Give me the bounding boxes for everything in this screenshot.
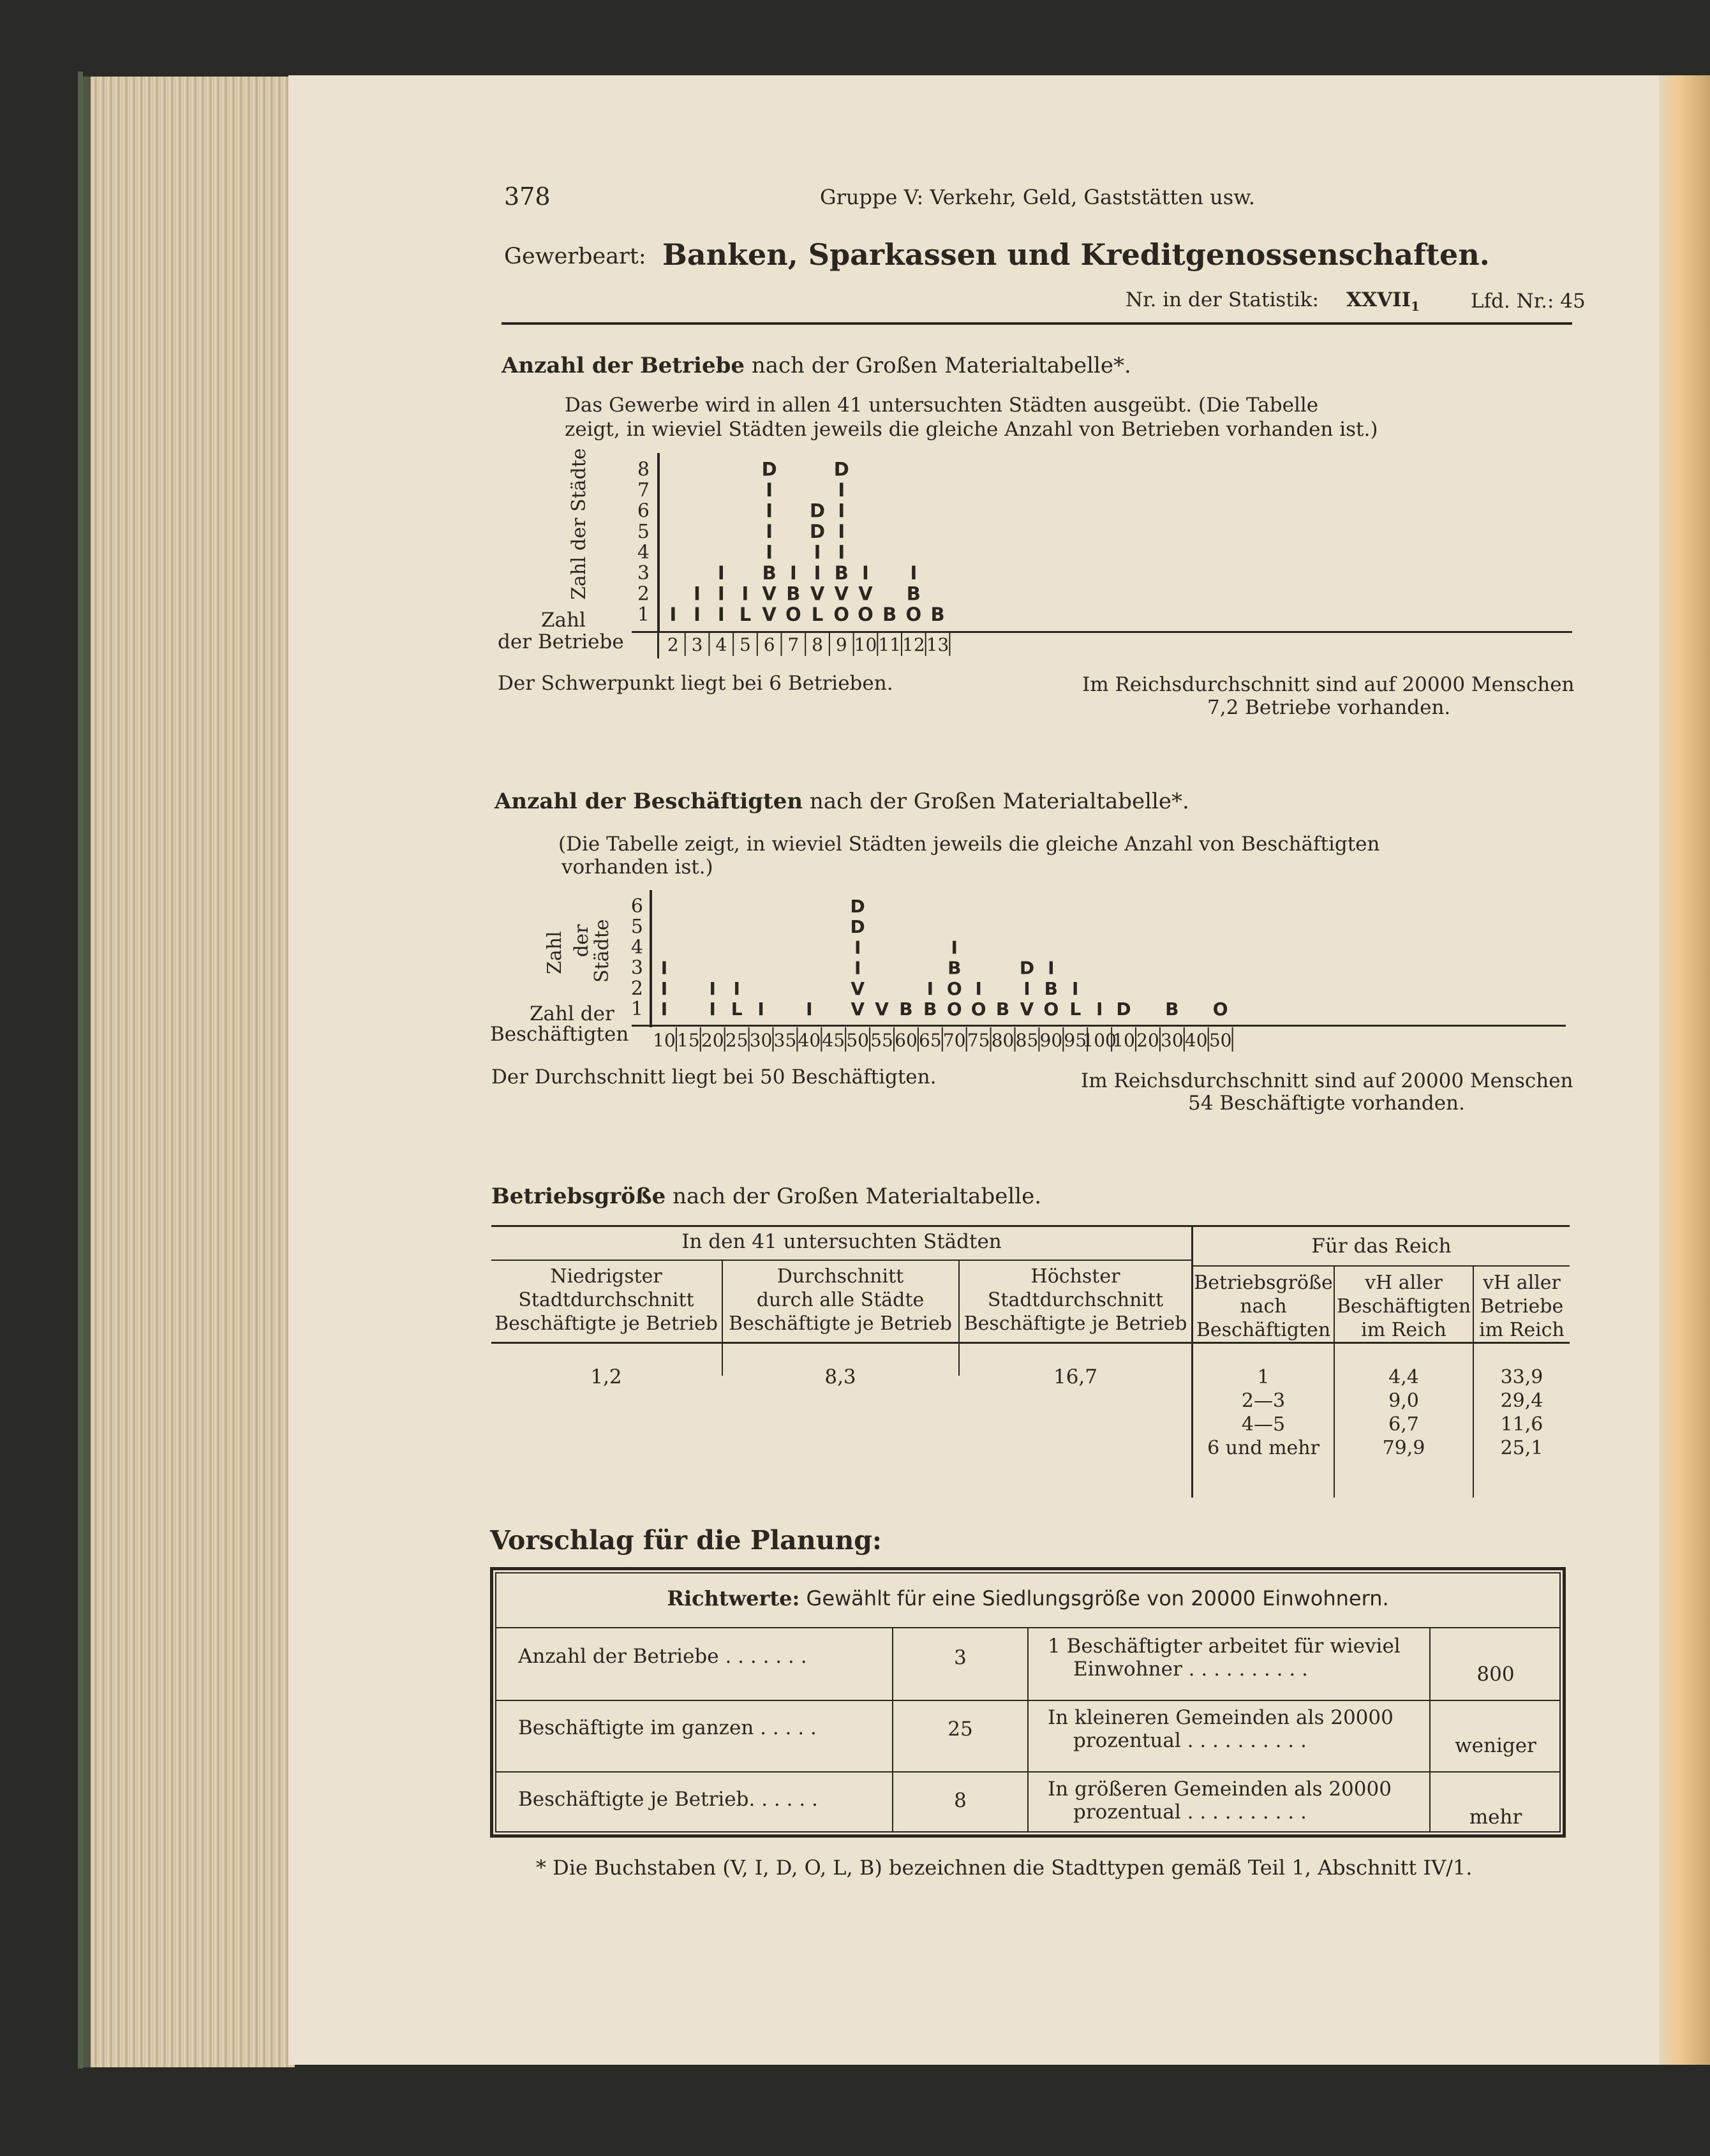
x-tick-label: 10 (653, 1030, 676, 1051)
x-tick-label: 75 (967, 1030, 990, 1051)
group-right-header: Für das Reich (1311, 1235, 1452, 1258)
running-title: Gruppe V: Verkehr, Geld, Gaststätten usw. (820, 185, 1255, 209)
letter-mark-D: D (850, 896, 865, 917)
col4-header: Betriebsgröße nach Beschäftigten (1194, 1272, 1333, 1341)
chart2-note-right-1: Im Reichsdurchschnitt sind auf 20000 Menschen (1081, 1069, 1573, 1092)
letter-mark-I: I (1072, 978, 1079, 999)
letter-mark-I: I (709, 978, 716, 999)
reich-size-column: 1 2—3 4—5 6 und mehr (1207, 1366, 1320, 1459)
richtwerte-label-2: Beschäftigte im ganzen . . . . . (518, 1716, 817, 1739)
x-tick-label: 85 (1015, 1030, 1039, 1051)
richtwerte-sep-2 (1027, 1628, 1029, 1833)
chart1-x-label-1: Zahl (541, 609, 586, 632)
chart1-y-axis-label: Zahl der Städte (568, 448, 590, 600)
richtwerte-desc-1: 1 Beschäftigter arbeitet für wieviel Einwohner . . . . . . . . . . (1048, 1635, 1401, 1681)
section1-title: Anzahl der Betriebe nach der Großen Materialtabelle*. (502, 353, 1131, 378)
x-tick-label: 100 (1082, 1030, 1117, 1051)
letter-mark-V: V (858, 583, 873, 605)
section4-title: Vorschlag für die Planung: (490, 1525, 882, 1556)
trade-label: Gewerbeart: (504, 244, 646, 269)
letter-mark-I: I (854, 937, 861, 958)
letter-mark-B: B (1044, 978, 1059, 999)
y-tick-label: 8 (637, 458, 650, 481)
richtwerte-desc-3: In größeren Gemeinden als 20000 prozentual . . . . . . . . . . (1048, 1778, 1392, 1824)
y-tick-label: 3 (630, 956, 643, 979)
letter-mark-V: V (875, 999, 889, 1020)
richtwerte-label-1: Anzahl der Betriebe . . . . . . . (518, 1645, 807, 1668)
letter-mark-O: O (1043, 999, 1059, 1020)
richtwerte-label-3: Beschäftigte je Betrieb. . . . . . (518, 1788, 818, 1811)
chart1-note-right-1: Im Reichsdurchschnitt sind auf 20000 Menschen (1082, 673, 1575, 696)
letter-mark-L: L (739, 604, 752, 625)
col5-header: vH aller Beschäftigten im Reich (1336, 1272, 1471, 1341)
section1-intro-2: zeigt, in wieviel Städten jeweils die gleiche Anzahl von Betrieben vorhanden ist.) (565, 418, 1378, 441)
letter-mark-O: O (1212, 999, 1228, 1020)
x-tick-label: 10 (854, 634, 877, 655)
y-tick-label: 4 (630, 936, 643, 959)
x-tick-label: 50 (846, 1030, 869, 1051)
letter-mark-D: D (1019, 957, 1035, 979)
letter-mark-I: I (660, 957, 668, 979)
letter-mark-I: I (854, 957, 861, 979)
x-tick-label: 15 (677, 1030, 700, 1051)
richtwerte-row-rule-2 (495, 1771, 1561, 1773)
letter-mark-L: L (731, 999, 743, 1020)
y-tick-label: 2 (637, 583, 650, 606)
chart2-y-axis-label-1: Zahl (544, 931, 566, 974)
trade-name: Banken, Sparkassen und Kreditgenossenschaften. (662, 237, 1490, 272)
x-tick-label: 60 (895, 1030, 918, 1051)
group-right-rule (1193, 1265, 1570, 1267)
richtwerte-value-1: 3 (954, 1646, 967, 1669)
letter-mark-B: B (995, 999, 1010, 1020)
y-tick-label: 5 (630, 916, 643, 939)
letter-mark-I: I (1048, 957, 1055, 979)
x-tick-label: 5 (740, 634, 751, 655)
letter-mark-B: B (882, 604, 897, 625)
letter-mark-O: O (946, 999, 962, 1020)
stat-value: $XXVII_1$ (1346, 288, 1420, 315)
x-tick-label: 3 (691, 634, 703, 655)
reich-besch-column: 4,4 9,0 6,7 79,9 (1382, 1366, 1425, 1459)
x-tick-label: 50 (1208, 1030, 1232, 1051)
richtwerte-heading: Richtwerte: Gewählt für eine Siedlungsgröße von 20000 Einwohnern. (667, 1586, 1389, 1610)
letter-mark-B: B (834, 562, 849, 584)
value-max: 16,7 (1053, 1365, 1098, 1388)
letter-mark-I: I (838, 541, 845, 563)
x-tick-label: 2 (667, 634, 679, 655)
x-tick-label: 20 (1136, 1030, 1159, 1051)
letter-mark-I: I (789, 562, 797, 584)
value-avg: 8,3 (824, 1365, 856, 1388)
letter-mark-O: O (833, 604, 850, 625)
x-tick-label: 12 (902, 634, 925, 655)
letter-mark-I: I (766, 479, 773, 501)
letter-mark-I: I (926, 978, 934, 999)
letter-mark-O: O (970, 999, 986, 1020)
x-tick-label: 30 (749, 1030, 773, 1051)
letter-mark-I: I (766, 500, 773, 522)
letter-mark-I: I (1023, 978, 1030, 999)
x-tick-label: 65 (919, 1030, 942, 1051)
x-tick-label: 40 (1184, 1030, 1208, 1051)
x-tick-label: 70 (942, 1030, 966, 1051)
letter-mark-I: I (709, 999, 716, 1020)
letter-mark-I: I (814, 541, 821, 563)
letter-mark-B: B (899, 999, 913, 1020)
richtwerte-sep-3 (1429, 1628, 1431, 1833)
x-tick-label: 35 (773, 1030, 797, 1051)
letter-mark-I: I (838, 479, 845, 501)
x-tick-label: 30 (1161, 1030, 1184, 1051)
richtwerte-value-2: 25 (948, 1718, 973, 1741)
letter-mark-I: I (733, 978, 740, 999)
section2-title: Anzahl der Beschäftigten nach der Großen Materialtabelle*. (494, 789, 1189, 814)
letter-mark-I: I (814, 562, 821, 584)
chart1-note-left: Der Schwerpunkt liegt bei 6 Betrieben. (498, 672, 893, 695)
lfd-number: Lfd. Nr.: 45 (1471, 290, 1586, 313)
letter-mark-I: I (717, 562, 725, 584)
value-min: 1,2 (590, 1365, 622, 1388)
letter-mark-I: I (660, 999, 668, 1020)
richtwerte-row-rule-1 (495, 1700, 1561, 1701)
letter-mark-O: O (858, 604, 874, 625)
letter-mark-V: V (1020, 999, 1034, 1020)
chart2-x-label-1: Zahl der (530, 1002, 614, 1025)
x-tick-label: 6 (763, 634, 775, 655)
footnote: * Die Buchstaben (V, I, D, O, L, B) bezeichnen die Stadttypen gemäß Teil 1, Abschnitt IV/1. (536, 1855, 1473, 1880)
letter-mark-I: I (838, 500, 845, 522)
x-tick-label: 40 (798, 1030, 821, 1051)
y-tick-label: 1 (637, 604, 650, 626)
letter-mark-I: I (717, 604, 725, 625)
letter-mark-I: I (838, 521, 845, 542)
col6-header: vH aller Betriebe im Reich (1479, 1272, 1565, 1341)
letter-mark-O: O (785, 604, 801, 625)
letter-mark-I: I (1096, 999, 1103, 1020)
x-tick-label: 20 (701, 1030, 724, 1051)
reich-betr-column: 33,9 29,4 11,6 25,1 (1500, 1366, 1543, 1459)
richtwerte-desc-2: In kleineren Gemeinden als 20000 prozentual . . . . . . . . . . (1048, 1706, 1394, 1752)
letter-mark-I: I (975, 978, 982, 999)
col3-header: Höchster Stadtdurchschnitt Beschäftigte je Betrieb (963, 1265, 1187, 1335)
section3-title: Betriebsgröße nach der Großen Materialtabelle. (491, 1184, 1042, 1209)
y-tick-label: 1 (630, 998, 643, 1020)
y-tick-label: 5 (637, 521, 650, 543)
letter-mark-I: I (694, 583, 701, 605)
y-tick-label: 6 (637, 500, 650, 523)
letter-mark-V: V (851, 978, 865, 999)
table-header-rule (491, 1342, 1570, 1344)
richtwerte-value2-3: mehr (1469, 1806, 1522, 1829)
letter-mark-B: B (762, 562, 777, 584)
richtwerte-value2-1: 800 (1476, 1663, 1515, 1686)
letter-mark-I: I (910, 562, 918, 584)
y-tick-label: 6 (630, 895, 643, 918)
y-tick-label: 3 (637, 562, 650, 584)
chart2-y-axis-label-2: der (570, 924, 593, 957)
y-tick-label: 2 (630, 977, 643, 1000)
x-tick-label: 13 (926, 634, 949, 655)
x-tick-label: 80 (991, 1030, 1015, 1051)
letter-mark-V: V (810, 583, 825, 605)
letter-mark-I: I (717, 583, 725, 605)
letter-mark-I: I (766, 521, 773, 542)
x-tick-label: 25 (725, 1030, 748, 1051)
letter-mark-L: L (1069, 999, 1082, 1020)
col2-header: Durchschnitt durch alle Städte Beschäftigte je Betrieb (729, 1265, 952, 1335)
y-tick-label: 7 (637, 479, 650, 502)
letter-mark-V: V (834, 583, 849, 605)
x-tick-label: 55 (870, 1030, 893, 1051)
x-tick-label: 11 (878, 634, 901, 655)
group-left-header: In den 41 untersuchten Städten (681, 1230, 1002, 1253)
col1-header: Niedrigster Stadtdurchschnitt Beschäftigte je Betrieb (494, 1265, 718, 1335)
chart2-x-label-2: Beschäftigten (490, 1023, 629, 1046)
letter-mark-V: V (762, 583, 777, 605)
letter-mark-D: D (761, 458, 777, 480)
richtwerte-value2-2: weniger (1455, 1734, 1536, 1757)
letter-mark-I: I (951, 937, 958, 958)
letter-mark-B: B (923, 999, 937, 1020)
x-tick-label: 4 (715, 634, 727, 655)
letter-mark-I: I (660, 978, 668, 999)
x-tick-label: 9 (835, 634, 847, 655)
letter-mark-O: O (905, 604, 922, 625)
page-number: 378 (504, 182, 551, 211)
x-tick-label: 7 (787, 634, 799, 655)
chart2-note-left: Der Durchschnitt liegt bei 50 Beschäftigten. (491, 1066, 937, 1089)
section2-intro-2: vorhanden ist.) (561, 856, 713, 879)
letter-mark-I: I (757, 999, 764, 1020)
x-tick-label: 90 (1039, 1030, 1063, 1051)
letter-mark-I: I (806, 999, 813, 1020)
x-tick-label: 8 (812, 634, 823, 655)
letter-mark-B: B (948, 957, 962, 979)
letter-mark-V: V (851, 999, 865, 1020)
table-top-rule (491, 1225, 1570, 1227)
letter-mark-I: I (741, 583, 749, 605)
letter-mark-L: L (811, 604, 824, 625)
stat-label: Nr. in der Statistik: (1126, 288, 1319, 311)
section2-intro-1: (Die Tabelle zeigt, in wieviel Städten jeweils die gleiche Anzahl von Beschäftigten (558, 833, 1380, 856)
letter-mark-I: I (669, 604, 677, 625)
chart2-y-axis-label-3: Städte (591, 919, 613, 983)
letter-mark-D: D (810, 521, 826, 542)
letter-mark-O: O (946, 978, 962, 999)
letter-mark-I: I (694, 604, 701, 625)
letter-mark-I: I (766, 541, 773, 563)
letter-mark-D: D (850, 916, 865, 938)
x-tick-label: 45 (822, 1030, 845, 1051)
letter-mark-V: V (762, 604, 777, 625)
x-tick-label: 10 (1112, 1030, 1135, 1051)
chart1-x-label-2: der Betriebe (498, 630, 624, 653)
section1-intro-1: Das Gewerbe wird in allen 41 untersuchten Städten ausgeübt. (Die Tabelle (565, 394, 1319, 417)
letter-mark-D: D (1116, 999, 1131, 1020)
letter-mark-D: D (833, 458, 849, 480)
letter-mark-D: D (810, 500, 826, 522)
letter-mark-B: B (906, 583, 921, 605)
letter-mark-B: B (930, 604, 945, 625)
group-left-rule (491, 1260, 1192, 1261)
x-tick-label: 95 (1064, 1030, 1087, 1051)
richtwerte-value-3: 8 (954, 1789, 967, 1812)
y-tick-label: 4 (637, 541, 650, 564)
chart2-note-right-2: 54 Beschäftigte vorhanden. (1188, 1092, 1465, 1115)
letter-mark-B: B (786, 583, 801, 605)
chart1-note-right-2: 7,2 Betriebe vorhanden. (1207, 696, 1451, 719)
letter-mark-I: I (862, 562, 869, 584)
letter-mark-B: B (1165, 999, 1179, 1020)
